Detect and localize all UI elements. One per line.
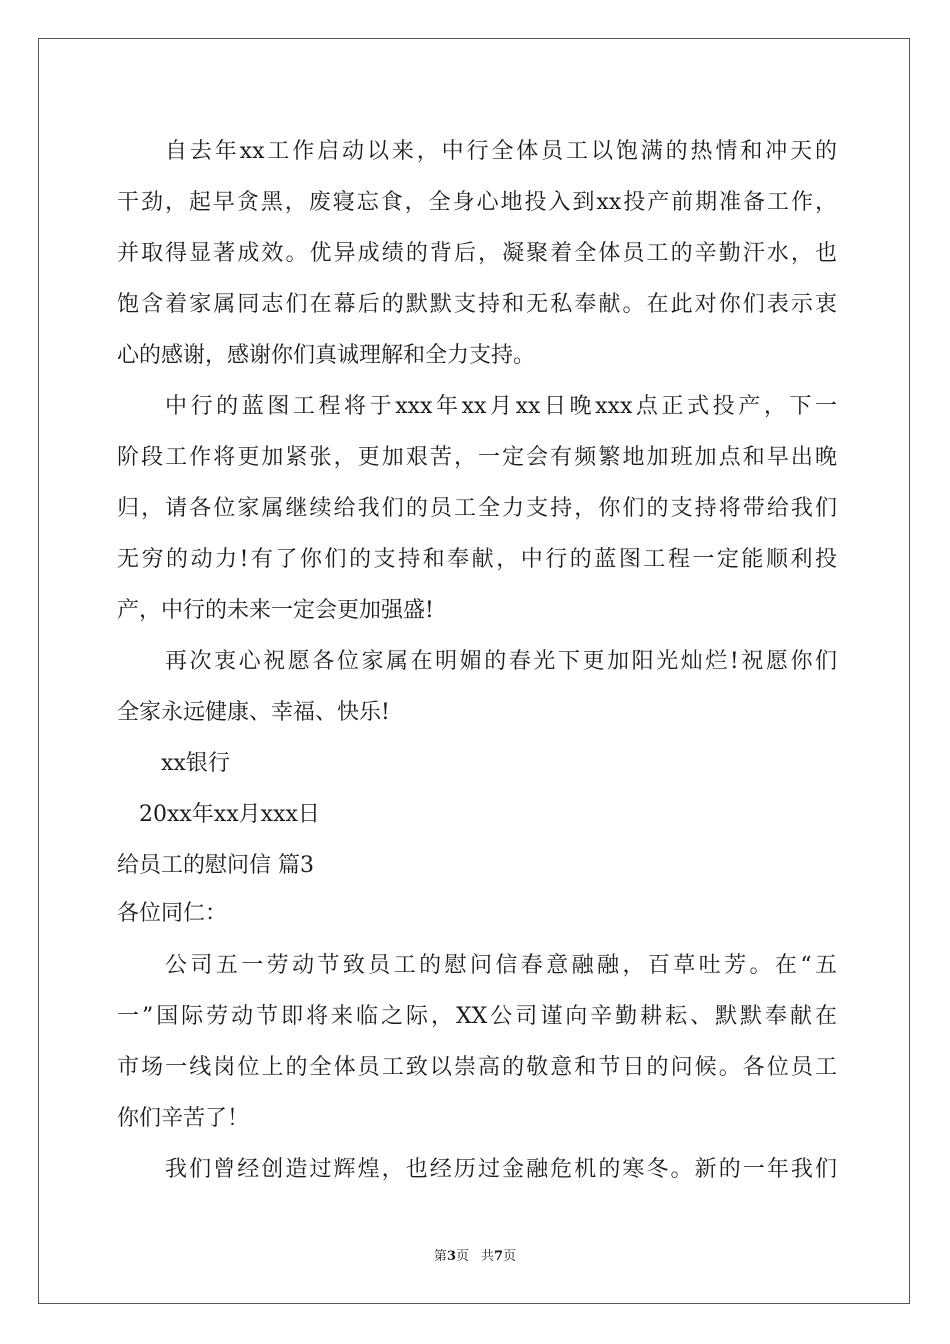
paragraph-line: 归，请各位家属继续给我们的员工全力支持，你们的支持将带给我们 — [117, 496, 837, 521]
page-current: 3 — [446, 1249, 456, 1264]
page-total: 7 — [494, 1249, 504, 1264]
signature-bank: xx银行 — [161, 751, 230, 776]
salutation: 各位同仁： — [117, 901, 228, 926]
paragraph-line: 市场一线岗位上的全体员工致以崇高的敬意和节日的问候。各位员工 — [117, 1055, 837, 1080]
paragraph-line: 你们辛苦了！ — [117, 1106, 250, 1131]
paragraph-line: 公司五一劳动节致员工的慰问信春意融融，百草吐芳。在“五 — [165, 953, 837, 978]
paragraph-line: 自去年xx工作启动以来，中行全体员工以饱满的热情和冲天的 — [165, 139, 837, 164]
paragraph-line: 并取得显著成效。优异成绩的背后，凝聚着全体员工的辛勤汗水，也 — [117, 241, 837, 266]
paragraph-line: 产，中行的未来一定会更加强盛! — [117, 598, 434, 623]
paragraph-line: 心的感谢，感谢你们真诚理解和全力支持。 — [117, 343, 536, 368]
paragraph-line: 阶段工作将更加紧张，更加艰苦，一定会有频繁地加班加点和早出晚 — [117, 445, 837, 470]
page-unit: 页 — [455, 1249, 469, 1264]
paragraph-line: 再次衷心祝愿各位家属在明媚的春光下更加阳光灿烂!祝愿你们 — [165, 649, 837, 674]
paragraph-line: 无穷的动力!有了你们的支持和奉献，中行的蓝图工程一定能顺利投 — [117, 547, 837, 572]
paragraph-line: 干劲，起早贪黑，废寝忘食，全身心地投入到xx投产前期准备工作， — [117, 190, 837, 215]
total-prefix: 共 — [481, 1249, 495, 1264]
page-footer — [0, 1245, 950, 1264]
document-body — [117, 128, 837, 1197]
paragraph-line: 饱含着家属同志们在幕后的默默支持和无私奉献。在此对你们表示衷 — [117, 292, 837, 317]
paragraph-line: 全家永远健康、幸福、快乐! — [117, 700, 390, 725]
section-heading: 给员工的慰问信 篇3 — [117, 853, 314, 878]
page-prefix: 第 — [433, 1249, 447, 1264]
paragraph-line: 我们曾经创造过辉煌，也经历过金融危机的寒冬。新的一年我们 — [165, 1157, 837, 1182]
paragraph-line: 一”国际劳动节即将来临之际，XX公司谨向辛勤耕耘、默默奉献在 — [117, 1004, 837, 1029]
signature-date: 20xx年xx月xxx日 — [139, 802, 320, 827]
paragraph-line: 中行的蓝图工程将于xxx年xx月xx日晚xxx点正式投产，下一 — [165, 394, 837, 419]
total-unit: 页 — [503, 1249, 517, 1264]
